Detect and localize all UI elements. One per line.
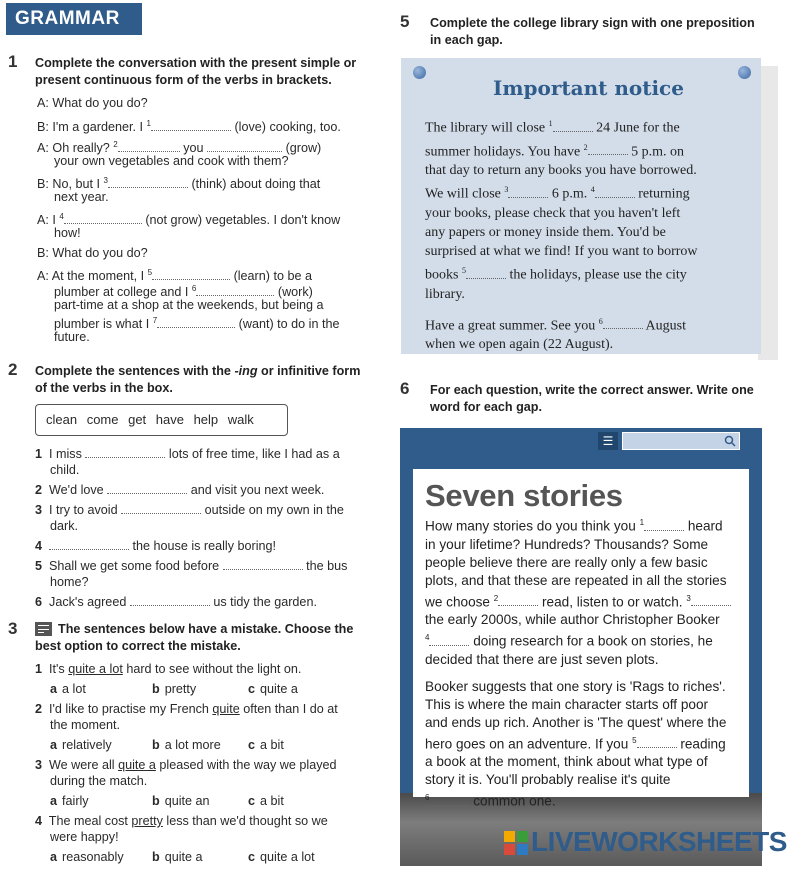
line-text: next year. [54, 190, 109, 204]
item-number: 2 [35, 483, 43, 497]
gap-number: 5 [632, 735, 637, 745]
article-line [425, 678, 731, 696]
item-number: 1 [35, 662, 43, 676]
item-1 [35, 446, 347, 462]
instruction-text: -ing [234, 364, 258, 378]
line-text: A: Oh really? [37, 141, 110, 156]
instruction-line: Complete the college library sign with one preposition [430, 16, 755, 30]
exercise-3-number: 3 [8, 619, 18, 638]
option-b[interactable]: b quite a [152, 850, 203, 864]
item-text: and visit you next week. [190, 483, 325, 497]
line-text: a book at the moment, think about what type of [425, 754, 708, 770]
line-text: doing research for a book on stories, he [473, 633, 713, 649]
item-text: The meal cost [48, 814, 132, 828]
item-text: were happy! [50, 830, 119, 844]
article-line [425, 590, 731, 612]
item-text: lots of free time, like I had as a [168, 447, 340, 461]
line-text: plumber is what I [54, 317, 150, 332]
line-text: plots, and that these are repeated in all the stories [425, 572, 727, 588]
option-text: fairly [62, 794, 89, 808]
line-text: B: What do you do? [37, 246, 148, 260]
line-text: decided that there are just seven plots. [425, 651, 659, 667]
option-a[interactable]: a a lot [50, 682, 86, 696]
item-text: during the match. [50, 774, 148, 788]
exercise-2-instruction [35, 363, 360, 397]
item-cont [35, 717, 338, 737]
exercise-1-instruction [35, 55, 356, 89]
gap-number: 5 [461, 265, 466, 275]
line-text: in your lifetime? Hundreds? Thousands? Some [425, 536, 709, 552]
notice-gap-1-input[interactable] [553, 121, 593, 132]
line-text: 24 June for the [596, 120, 680, 136]
option-c[interactable]: c a bit [248, 738, 284, 752]
dialogue-line [37, 116, 341, 137]
underlined-mistake: quite a lot [68, 662, 123, 676]
option-text: quite an [164, 794, 210, 808]
item-cont [35, 829, 338, 849]
line-text: How many stories do you think you [425, 518, 636, 534]
gap-number: 3 [103, 176, 108, 185]
line-text: (not grow) vegetables. I don't know [145, 213, 341, 228]
search-icon[interactable] [724, 435, 736, 447]
gap-number: 1 [548, 119, 553, 128]
pin-icon [413, 66, 426, 79]
item-text: It's [49, 662, 69, 676]
ex2-gap-1-input[interactable] [85, 447, 165, 458]
notice-line [425, 261, 698, 285]
article-line [425, 554, 731, 572]
mc-item-1 [35, 661, 338, 681]
dialogue-line [37, 153, 341, 173]
item-text: I miss [49, 447, 82, 461]
article-gap-3-input[interactable] [691, 595, 731, 606]
dialogue-line [37, 137, 341, 156]
instruction-line: Complete the conversation with the present simple or [35, 56, 357, 70]
liveworksheets-watermark: LIVEWORKSHEETS [531, 826, 787, 857]
line-text: returning [638, 186, 690, 202]
gap-number: 2 [493, 593, 499, 603]
liveworksheets-logo-icon [504, 831, 528, 855]
gap-number: 6 [425, 793, 430, 803]
gap-number: 1 [639, 518, 645, 527]
item-text: I'd like to practise my French [49, 702, 213, 716]
item-text: child. [50, 463, 80, 477]
item-text: home? [50, 575, 89, 589]
notice-line [425, 242, 698, 261]
item-number: 1 [35, 447, 43, 461]
line-text: the early 2000s, while author Christopher Booker [425, 612, 720, 628]
dialogue-line [37, 95, 341, 116]
gap-number: 6 [598, 316, 603, 326]
option-text: a bit [260, 794, 284, 808]
notice-line [425, 138, 698, 162]
line-text: B: No, but I [37, 177, 100, 192]
item-number: 3 [35, 758, 43, 772]
line-text: (learn) to be a [233, 269, 312, 284]
exercise-2-number: 2 [8, 360, 18, 379]
instruction-text: or infinitive form [257, 364, 361, 378]
item-6 [35, 594, 347, 610]
article-line [425, 536, 731, 554]
underlined-mistake: quite [212, 702, 240, 716]
item-text: I try to avoid [49, 503, 118, 517]
line-text: surprised at what we find! If you want to borrow [425, 243, 698, 259]
exercise-6-instruction [430, 382, 754, 416]
option-text: relatively [62, 738, 112, 752]
article-gap-1-input[interactable] [644, 520, 684, 531]
gap-number: 5 [147, 268, 153, 277]
ex2-gap-5-input[interactable] [223, 559, 303, 570]
item-3 [35, 502, 347, 518]
gap-5-input[interactable] [152, 269, 230, 280]
item-number: 2 [35, 702, 43, 716]
article-gap-5-input[interactable] [637, 737, 677, 748]
notice-gap-2-input[interactable] [588, 144, 628, 155]
item-text: hard to see without the light on. [122, 662, 302, 676]
notice-line [425, 312, 698, 336]
article-line [425, 514, 731, 536]
instruction-line: present continuous form of the verbs in brackets. [35, 73, 332, 87]
dialogue-line [37, 281, 341, 300]
line-text: future. [54, 330, 90, 344]
pin-icon [738, 66, 751, 79]
exercise-3-instruction-line1: The sentences below have a mistake. Choose the [58, 622, 354, 636]
line-text: common one. [473, 793, 556, 809]
line-text: B: I'm a gardener. I [37, 120, 144, 135]
section-title-badge: GRAMMAR [6, 3, 142, 35]
line-text: you [183, 141, 204, 156]
instruction-line: For each question, write the correct answer. Write one [430, 383, 754, 397]
line-text: hero goes on an adventure. If you [425, 736, 629, 752]
option-b[interactable]: b quite an [152, 794, 210, 808]
option-a[interactable]: a reasonably [50, 850, 124, 864]
notice-title: Important notice [493, 76, 684, 100]
gap-1-input[interactable] [151, 120, 231, 131]
ex2-gap-3-input[interactable] [121, 503, 201, 514]
line-text: when we open again (22 August). [425, 337, 614, 353]
item-text: Jack's agreed [49, 595, 127, 609]
option-text: reasonably [62, 850, 124, 864]
line-text: plumber at college and I [54, 285, 189, 300]
item-text: Shall we get some food before [49, 559, 220, 573]
ex2-gap-4-input[interactable] [49, 539, 129, 550]
notice-line [425, 335, 698, 354]
underlined-mistake: pretty [131, 814, 163, 828]
line-text: A: I [37, 213, 56, 228]
line-text: we choose [425, 594, 490, 610]
notice-line [425, 204, 698, 223]
options-row [35, 681, 338, 701]
article-title: Seven stories [425, 478, 623, 513]
gap-4-input[interactable] [64, 213, 142, 224]
item-cont [35, 462, 347, 482]
dialogue-line [37, 265, 341, 284]
item-text: less than we'd thought so we [162, 814, 328, 828]
line-text: story it is. You'll probably realise it's quite [425, 772, 671, 788]
line-text: Have a great summer. See you [425, 318, 596, 334]
item-text: the house is really boring! [132, 539, 277, 553]
item-text: often than I do at [239, 702, 338, 716]
document-icon [35, 622, 52, 636]
underlined-mistake: quite a [118, 758, 156, 772]
word-box: clean come get have help walk [35, 404, 288, 436]
line-text: any papers or money inside them. You'd be [425, 224, 666, 240]
line-text: (grow) [285, 141, 322, 156]
item-text: pleased with the way we played [155, 758, 337, 772]
item-number: 5 [35, 559, 43, 573]
exercise-1-conversation [37, 95, 341, 345]
instruction-line: word for each gap. [430, 400, 542, 414]
notice-gap-4-input[interactable] [595, 187, 635, 198]
gap-number: 2 [583, 142, 588, 152]
notice-line [425, 285, 698, 312]
exercise-3-items [35, 661, 338, 869]
option-text: quite a [164, 850, 203, 864]
exercise-1-number: 1 [8, 52, 18, 71]
item-cont [35, 773, 338, 793]
article-line [425, 732, 731, 754]
notice-text [425, 114, 698, 354]
line-text: that day to return any books you have borrowed. [425, 163, 697, 179]
mc-item-4 [35, 813, 338, 829]
gap-3-input[interactable] [108, 177, 188, 188]
dialogue-line [37, 209, 341, 228]
article-line [425, 629, 731, 651]
line-text: A: What do you do? [37, 96, 148, 110]
option-a[interactable]: a relatively [50, 738, 112, 752]
item-cont [35, 574, 347, 594]
article-line [425, 611, 731, 629]
option-text: quite a lot [260, 850, 315, 864]
gap-2b-input[interactable] [207, 141, 282, 152]
item-text: outside on my own in the [204, 503, 344, 517]
notice-gap-5-input[interactable] [466, 268, 506, 279]
article-gap-6-input[interactable] [429, 795, 469, 806]
line-text: (love) cooking, too. [234, 120, 341, 135]
item-4 [35, 538, 347, 558]
item-text: the bus [306, 559, 348, 573]
gap-number: 6 [191, 284, 197, 293]
line-text: summer holidays. You have [425, 144, 581, 160]
item-text: us tidy the garden. [213, 595, 317, 609]
item-text: dark. [50, 519, 78, 533]
dialogue-line [37, 189, 341, 209]
notice-gap-6-input[interactable] [603, 318, 643, 329]
menu-icon[interactable]: ☰ [598, 432, 618, 450]
option-c[interactable]: c quite a lot [248, 850, 315, 864]
article-line [425, 651, 731, 678]
line-text: A: At the moment, I [37, 269, 145, 284]
exercise-5-number: 5 [400, 12, 410, 31]
line-text: books [425, 267, 459, 283]
line-text: library. [425, 286, 465, 302]
option-a[interactable]: a fairly [50, 794, 89, 808]
notice-line [425, 223, 698, 242]
item-number: 4 [35, 539, 43, 553]
article-gap-4-input[interactable] [429, 635, 469, 646]
options-row [35, 793, 338, 813]
item-cont [35, 518, 347, 538]
options-row [35, 849, 338, 869]
instruction-text: Complete the sentences with the [35, 364, 235, 378]
gap-2a-input[interactable] [118, 141, 180, 152]
option-text: quite a [260, 682, 298, 696]
option-b[interactable]: b a lot more [152, 738, 221, 752]
item-text: We'd love [49, 483, 104, 497]
option-b[interactable]: b pretty [152, 682, 197, 696]
gap-number: 4 [590, 185, 595, 195]
mc-item-2 [35, 701, 338, 717]
item-2 [35, 482, 347, 502]
line-text: reading [680, 736, 726, 752]
instruction-line: in each gap. [430, 33, 503, 47]
dialogue-line [37, 245, 341, 265]
mc-item-3 [35, 757, 338, 773]
article-line [425, 789, 731, 811]
article-gap-2-input[interactable] [498, 595, 538, 606]
dialogue-line [37, 173, 341, 192]
line-text: This is where the main character starts off poor [425, 696, 709, 712]
line-text: the holidays, please use the city [509, 267, 687, 283]
notice-line [425, 161, 698, 180]
notice-line [425, 180, 698, 204]
line-text: and ends up rich. Another is 'The quest' where the [425, 714, 727, 730]
gap-number: 1 [146, 119, 151, 128]
line-text: your own vegetables and cook with them? [54, 154, 289, 168]
line-text: read, listen to or watch. [542, 594, 683, 610]
item-text: the moment. [50, 718, 120, 732]
line-text: (work) [277, 285, 313, 300]
line-text: 5 p.m. on [631, 144, 685, 160]
article-line [425, 572, 731, 590]
line-text: people believe there are really only a few basic [425, 554, 708, 570]
gap-number: 4 [59, 212, 64, 221]
ex2-gap-6-input[interactable] [130, 595, 210, 606]
options-row [35, 737, 338, 757]
gap-number: 4 [425, 633, 430, 643]
line-text: your books, please check that you haven't left [425, 205, 681, 221]
article-line [425, 753, 731, 771]
option-text: a bit [260, 738, 284, 752]
item-number: 3 [35, 503, 43, 517]
article-line [425, 771, 731, 789]
line-text: (think) about doing that [191, 177, 321, 192]
option-c[interactable]: c a bit [248, 794, 284, 808]
article-line [425, 696, 731, 714]
gap-number: 3 [686, 593, 691, 603]
option-text: a lot [62, 682, 86, 696]
line-text: how! [54, 226, 81, 240]
line-text: (want) to do in the [238, 317, 340, 332]
notice-shadow [758, 66, 778, 360]
line-text: Booker suggests that one story is 'Rags to riches'. [425, 678, 726, 694]
option-c[interactable]: c quite a [248, 682, 298, 696]
line-text: 6 p.m. [551, 186, 588, 202]
article-text [425, 514, 731, 811]
notice-line [425, 114, 698, 138]
line-text: heard [687, 518, 723, 534]
option-text: a lot more [164, 738, 221, 752]
exercise-6-number: 6 [400, 379, 410, 398]
dialogue-line [37, 225, 341, 245]
gap-6-input[interactable] [196, 285, 274, 296]
line-text: The library will close [425, 120, 546, 136]
notice-gap-3-input[interactable] [508, 187, 548, 198]
article-line [425, 714, 731, 732]
exercise-2-items [35, 446, 347, 610]
item-5 [35, 558, 347, 574]
line-text: part-time at a shop at the weekends, but being a [54, 298, 324, 312]
item-number: 4 [35, 814, 43, 828]
ex2-gap-2-input[interactable] [107, 483, 187, 494]
gap-7-input[interactable] [157, 317, 235, 328]
gap-number: 2 [113, 140, 118, 149]
dialogue-line [37, 313, 341, 332]
gap-number: 7 [152, 316, 158, 325]
search-input[interactable] [622, 432, 740, 450]
instruction-line: of the verbs in the box. [35, 381, 173, 395]
exercise-5-instruction [430, 15, 755, 49]
line-text: August [645, 318, 686, 334]
dialogue-line [37, 297, 341, 313]
exercise-3-instruction-line2: best option to correct the mistake. [35, 639, 241, 653]
option-text: pretty [164, 682, 197, 696]
gap-number: 3 [504, 185, 509, 195]
item-number: 6 [35, 595, 43, 609]
line-text: We will close [425, 186, 501, 202]
dialogue-line [37, 329, 341, 345]
item-text: We were all [49, 758, 119, 772]
